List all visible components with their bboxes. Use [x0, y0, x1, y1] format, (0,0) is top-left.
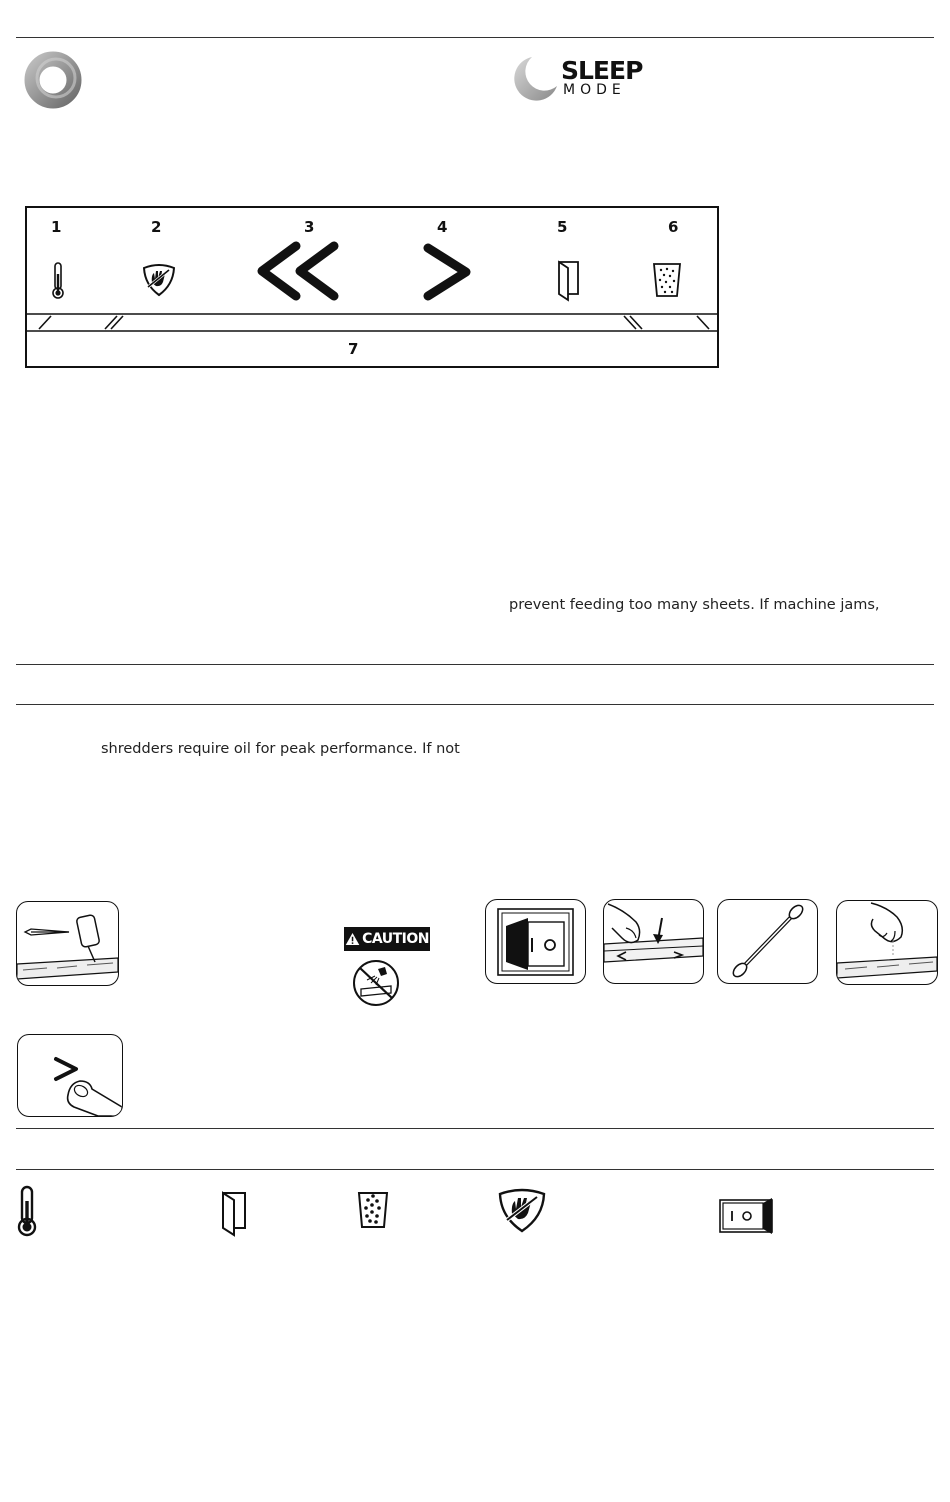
power-switch-box-icon: [485, 899, 586, 984]
touch-forward-icon: [17, 1034, 123, 1117]
no-spray-icon: [351, 959, 401, 1007]
caution-badge: [344, 927, 430, 951]
panel-label-7: 7: [348, 340, 359, 358]
control-panel: [25, 206, 719, 368]
safety-hand-icon: [141, 263, 177, 297]
warning-triangle-icon: [345, 930, 360, 948]
moon-icon: [510, 54, 560, 104]
panel-label-1: 1: [51, 218, 62, 236]
sleep-word: SLEEP: [561, 56, 643, 85]
oil-applicator-icon: [16, 901, 119, 986]
cotton-swab-icon: [717, 899, 818, 984]
section-rule-2: [16, 704, 934, 705]
section-rule-1: [16, 664, 934, 665]
panel-label-6: 6: [668, 218, 679, 236]
feeding-warning-text: prevent feeding too many sheets. If machine jams,: [509, 597, 880, 613]
panel-label-5: 5: [557, 218, 568, 236]
section-rule-4: [16, 1169, 934, 1170]
door-icon: [220, 1191, 250, 1237]
door-icon: [556, 260, 582, 302]
clear-entry-icon: [603, 899, 704, 984]
bin-full-icon: [357, 1191, 389, 1229]
double-chevron-reverse-icon: [254, 240, 340, 302]
bin-full-icon: [652, 262, 682, 298]
chevron-forward-icon: [422, 243, 472, 301]
oil-requirement-text: shredders require oil for peak performance. If not: [101, 741, 460, 757]
thermometer-icon: [16, 1185, 38, 1237]
panel-label-3: 3: [304, 218, 315, 236]
ring-power-icon: [22, 50, 84, 110]
section-rule-3: [16, 1128, 934, 1129]
power-switch-icon: [718, 1197, 774, 1235]
hand-clean-icon: [836, 900, 938, 985]
safety-hand-icon: [497, 1187, 547, 1233]
panel-label-2: 2: [151, 218, 162, 236]
panel-label-4: 4: [437, 218, 448, 236]
sleep-mode-word: MODE: [563, 82, 626, 98]
thermometer-icon: [51, 262, 65, 300]
caution-label: CAUTION: [362, 931, 429, 947]
top-rule: [16, 37, 934, 38]
